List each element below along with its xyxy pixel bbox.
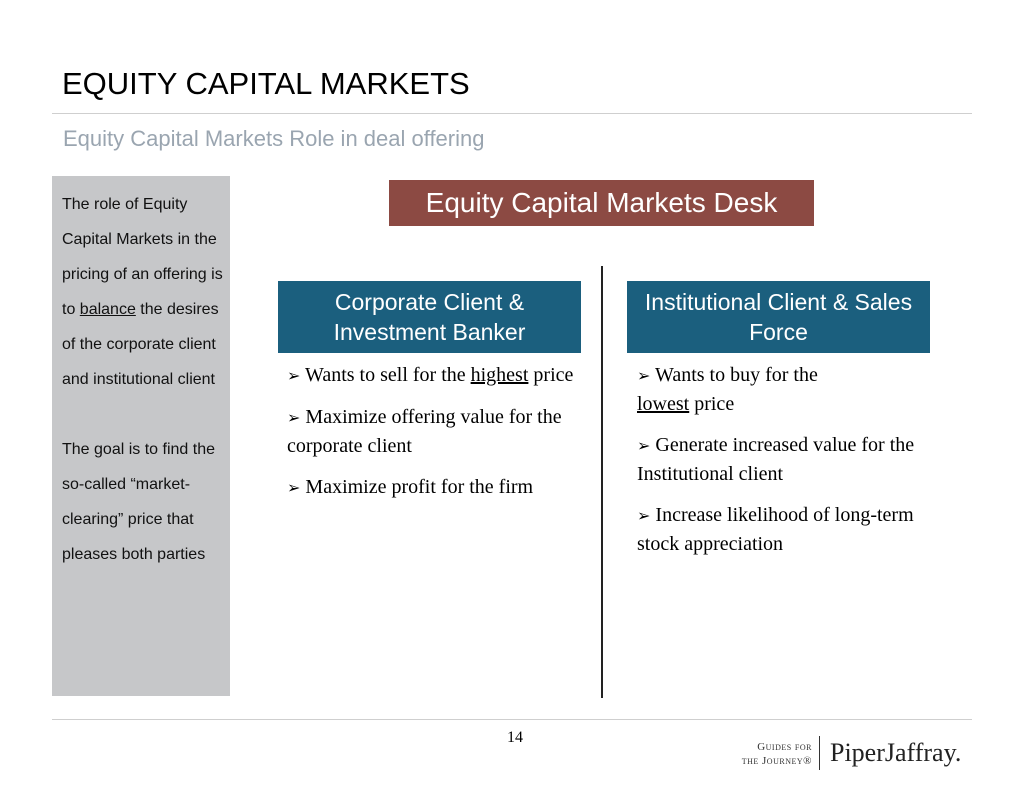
arrow-bullet-icon: ➢ bbox=[637, 366, 651, 385]
arrow-bullet-icon: ➢ bbox=[637, 506, 651, 525]
bullet-item bbox=[287, 403, 587, 460]
arrow-bullet-icon: ➢ bbox=[637, 436, 651, 455]
sidebar-paragraph-goal: The goal is to find the so-called “market-clearing” price that pleases both parties bbox=[62, 441, 215, 563]
bullet-text: price bbox=[689, 393, 735, 415]
bullet-item bbox=[287, 361, 587, 390]
bullet-text: Wants to sell for the bbox=[305, 364, 471, 386]
arrow-bullet-icon: ➢ bbox=[287, 408, 301, 427]
sidebar-underlined-word: balance bbox=[79, 301, 136, 318]
company-logo: PiperJaffray. bbox=[830, 738, 962, 767]
bullet-item bbox=[637, 501, 927, 558]
bullet-text: Wants to buy for the bbox=[655, 364, 818, 386]
institutional-client-header: Institutional Client & Sales Force bbox=[627, 281, 930, 353]
corporate-bullets bbox=[287, 361, 587, 515]
column-divider bbox=[601, 266, 603, 698]
bullet-emphasis: highest bbox=[470, 364, 529, 386]
bullet-text: Maximize offering value for the corporate client bbox=[287, 406, 562, 457]
sidebar-text-part: The role of Equity Capital Markets in the pricing of an offering is to bbox=[62, 196, 223, 318]
logo-separator bbox=[819, 736, 820, 770]
tagline bbox=[722, 740, 812, 768]
tagline-line: Guides for bbox=[757, 741, 812, 753]
bullet-emphasis: lowest bbox=[637, 393, 690, 415]
title-divider bbox=[52, 113, 972, 114]
arrow-bullet-icon: ➢ bbox=[287, 478, 301, 497]
sidebar-paragraph-role bbox=[62, 187, 224, 397]
footer-divider bbox=[52, 719, 972, 720]
bullet-item bbox=[637, 361, 927, 418]
page-title: EQUITY CAPITAL MARKETS bbox=[62, 66, 470, 101]
page-subtitle: Equity Capital Markets Role in deal offering bbox=[63, 126, 485, 151]
bullet-text: price bbox=[528, 364, 574, 386]
sidebar-panel bbox=[52, 176, 230, 696]
bullet-text: Increase likelihood of long-term stock appreciation bbox=[637, 504, 914, 555]
desk-banner: Equity Capital Markets Desk bbox=[389, 180, 814, 226]
sidebar-spacer bbox=[62, 397, 224, 432]
bullet-item bbox=[637, 431, 927, 488]
arrow-bullet-icon: ➢ bbox=[287, 366, 301, 385]
bullet-text: Generate increased value for the Institutional client bbox=[637, 434, 915, 485]
bullet-text: Maximize profit for the firm bbox=[305, 476, 534, 498]
tagline-line: the Journey® bbox=[741, 755, 812, 767]
corporate-client-header: Corporate Client & Investment Banker bbox=[278, 281, 581, 353]
bullet-item bbox=[287, 473, 587, 502]
institutional-bullets bbox=[637, 361, 927, 571]
sidebar-text bbox=[62, 187, 224, 572]
page-number: 14 bbox=[507, 729, 523, 746]
sidebar-text-part: the desires of the corporate client and institutional client bbox=[62, 301, 219, 388]
